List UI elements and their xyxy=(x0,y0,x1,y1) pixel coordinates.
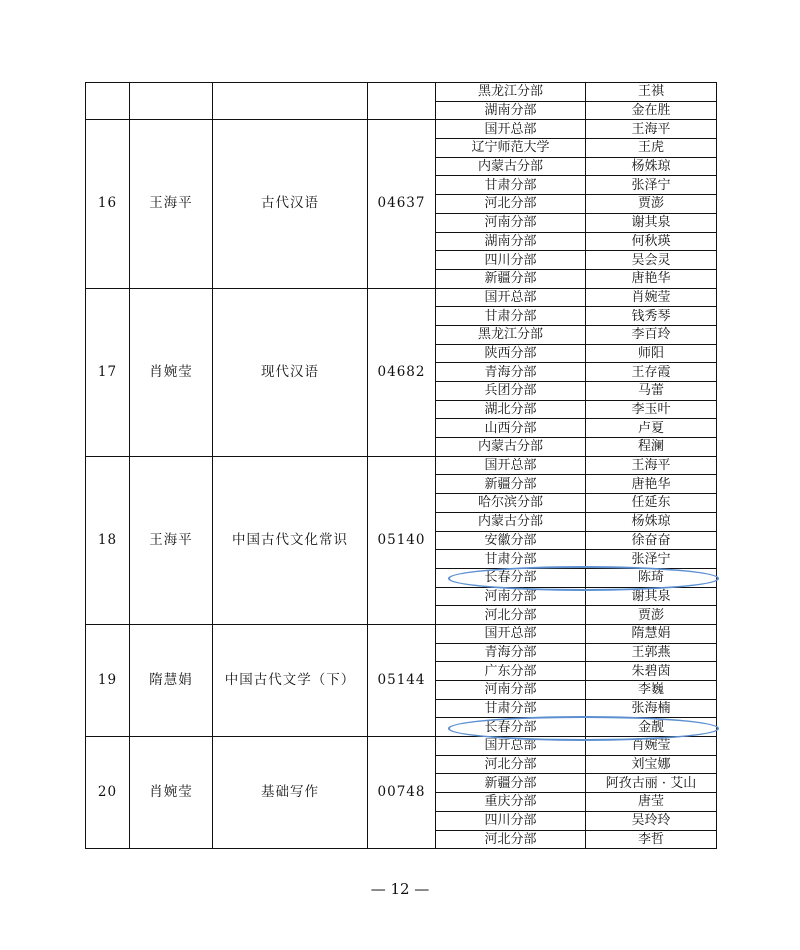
person-cell: 李百玲 xyxy=(586,325,717,344)
person-cell: 师阳 xyxy=(586,344,717,363)
person-cell: 卢夏 xyxy=(586,419,717,438)
person-cell: 金靓 xyxy=(586,718,717,737)
person-cell: 隋慧娟 xyxy=(586,624,717,643)
course-number-cell xyxy=(86,83,130,120)
unit-cell: 新疆分部 xyxy=(436,774,586,793)
unit-cell: 新疆分部 xyxy=(436,475,586,494)
course-code-cell xyxy=(368,83,436,120)
unit-cell: 河南分部 xyxy=(436,681,586,700)
unit-cell: 陕西分部 xyxy=(436,344,586,363)
unit-cell: 辽宁师范大学 xyxy=(436,139,586,158)
course-name-cell: 基础写作 xyxy=(213,737,368,849)
person-cell: 陈琦 xyxy=(586,568,717,587)
person-cell: 王海平 xyxy=(586,120,717,139)
unit-cell: 安徽分部 xyxy=(436,531,586,550)
course-code-cell: 05144 xyxy=(368,624,436,736)
course-number-cell: 18 xyxy=(86,456,130,624)
person-cell: 贾澎 xyxy=(586,606,717,625)
person-cell: 李巍 xyxy=(586,681,717,700)
course-number-cell: 19 xyxy=(86,624,130,736)
person-cell: 肖婉莹 xyxy=(586,288,717,307)
unit-cell: 湖北分部 xyxy=(436,400,586,419)
person-cell: 王祺 xyxy=(586,83,717,102)
lead-teacher-cell: 王海平 xyxy=(130,120,213,288)
person-cell: 王海平 xyxy=(586,456,717,475)
table-row xyxy=(86,83,717,102)
course-code-cell: 04637 xyxy=(368,120,436,288)
person-cell: 贾澎 xyxy=(586,195,717,214)
unit-cell: 广东分部 xyxy=(436,662,586,681)
lead-teacher-cell: 隋慧娟 xyxy=(130,624,213,736)
page-number: — 12 — xyxy=(370,880,430,898)
person-cell: 李哲 xyxy=(586,830,717,849)
person-cell: 程澜 xyxy=(586,438,717,457)
person-cell: 徐奋奋 xyxy=(586,531,717,550)
course-code-cell: 00748 xyxy=(368,737,436,849)
unit-cell: 国开总部 xyxy=(436,624,586,643)
unit-cell: 青海分部 xyxy=(436,363,586,382)
person-cell: 钱秀琴 xyxy=(586,307,717,326)
course-code-cell: 04682 xyxy=(368,288,436,456)
person-cell: 刘宝娜 xyxy=(586,755,717,774)
lead-teacher-cell: 肖婉莹 xyxy=(130,737,213,849)
person-cell: 阿孜古丽 · 艾山 xyxy=(586,774,717,793)
course-name-cell: 现代汉语 xyxy=(213,288,368,456)
unit-cell: 青海分部 xyxy=(436,643,586,662)
unit-cell: 河北分部 xyxy=(436,195,586,214)
person-cell: 肖婉莹 xyxy=(586,737,717,756)
unit-cell: 湖南分部 xyxy=(436,232,586,251)
person-cell: 李玉叶 xyxy=(586,400,717,419)
person-cell: 张泽宁 xyxy=(586,176,717,195)
unit-cell: 甘肃分部 xyxy=(436,176,586,195)
person-cell: 马蕾 xyxy=(586,382,717,401)
unit-cell: 四川分部 xyxy=(436,811,586,830)
person-cell: 张泽宁 xyxy=(586,550,717,569)
course-number-cell: 17 xyxy=(86,288,130,456)
person-cell: 杨姝琼 xyxy=(586,157,717,176)
unit-cell: 四川分部 xyxy=(436,251,586,270)
course-name-cell: 古代汉语 xyxy=(213,120,368,288)
lead-teacher-cell: 肖婉莹 xyxy=(130,288,213,456)
person-cell: 何秋瑛 xyxy=(586,232,717,251)
person-cell: 谢其泉 xyxy=(586,213,717,232)
table-row xyxy=(86,737,717,756)
person-cell: 吴玲玲 xyxy=(586,811,717,830)
unit-cell: 内蒙古分部 xyxy=(436,157,586,176)
unit-cell: 国开总部 xyxy=(436,120,586,139)
unit-cell: 河北分部 xyxy=(436,755,586,774)
unit-cell: 河北分部 xyxy=(436,830,586,849)
unit-cell: 河南分部 xyxy=(436,213,586,232)
person-cell: 朱碧茵 xyxy=(586,662,717,681)
table-row xyxy=(86,288,717,307)
unit-cell: 长春分部 xyxy=(436,568,586,587)
table-row xyxy=(86,120,717,139)
unit-cell: 河北分部 xyxy=(436,606,586,625)
course-name-cell xyxy=(213,83,368,120)
course-number-cell: 16 xyxy=(86,120,130,288)
person-cell: 王郭燕 xyxy=(586,643,717,662)
unit-cell: 河南分部 xyxy=(436,587,586,606)
person-cell: 任延东 xyxy=(586,494,717,513)
person-cell: 王存霞 xyxy=(586,363,717,382)
unit-cell: 湖南分部 xyxy=(436,101,586,120)
lead-teacher-cell xyxy=(130,83,213,120)
unit-cell: 哈尔滨分部 xyxy=(436,494,586,513)
course-assignment-table xyxy=(85,82,717,849)
unit-cell: 甘肃分部 xyxy=(436,307,586,326)
person-cell: 唐莹 xyxy=(586,793,717,812)
person-cell: 吴会灵 xyxy=(586,251,717,270)
course-name-cell: 中国古代文化常识 xyxy=(213,456,368,624)
unit-cell: 黑龙江分部 xyxy=(436,325,586,344)
unit-cell: 国开总部 xyxy=(436,288,586,307)
unit-cell: 长春分部 xyxy=(436,718,586,737)
course-number-cell: 20 xyxy=(86,737,130,849)
unit-cell: 甘肃分部 xyxy=(436,699,586,718)
person-cell: 唐艳华 xyxy=(586,269,717,288)
unit-cell: 山西分部 xyxy=(436,419,586,438)
person-cell: 谢其泉 xyxy=(586,587,717,606)
unit-cell: 兵团分部 xyxy=(436,382,586,401)
unit-cell: 重庆分部 xyxy=(436,793,586,812)
unit-cell: 甘肃分部 xyxy=(436,550,586,569)
unit-cell: 新疆分部 xyxy=(436,269,586,288)
unit-cell: 国开总部 xyxy=(436,737,586,756)
unit-cell: 内蒙古分部 xyxy=(436,512,586,531)
person-cell: 金在胜 xyxy=(586,101,717,120)
unit-cell: 黑龙江分部 xyxy=(436,83,586,102)
person-cell: 王虎 xyxy=(586,139,717,158)
unit-cell: 内蒙古分部 xyxy=(436,438,586,457)
person-cell: 唐艳华 xyxy=(586,475,717,494)
course-name-cell: 中国古代文学（下） xyxy=(213,624,368,736)
table-row xyxy=(86,456,717,475)
person-cell: 张海楠 xyxy=(586,699,717,718)
unit-cell: 国开总部 xyxy=(436,456,586,475)
lead-teacher-cell: 王海平 xyxy=(130,456,213,624)
person-cell: 杨姝琼 xyxy=(586,512,717,531)
course-code-cell: 05140 xyxy=(368,456,436,624)
table-row xyxy=(86,624,717,643)
